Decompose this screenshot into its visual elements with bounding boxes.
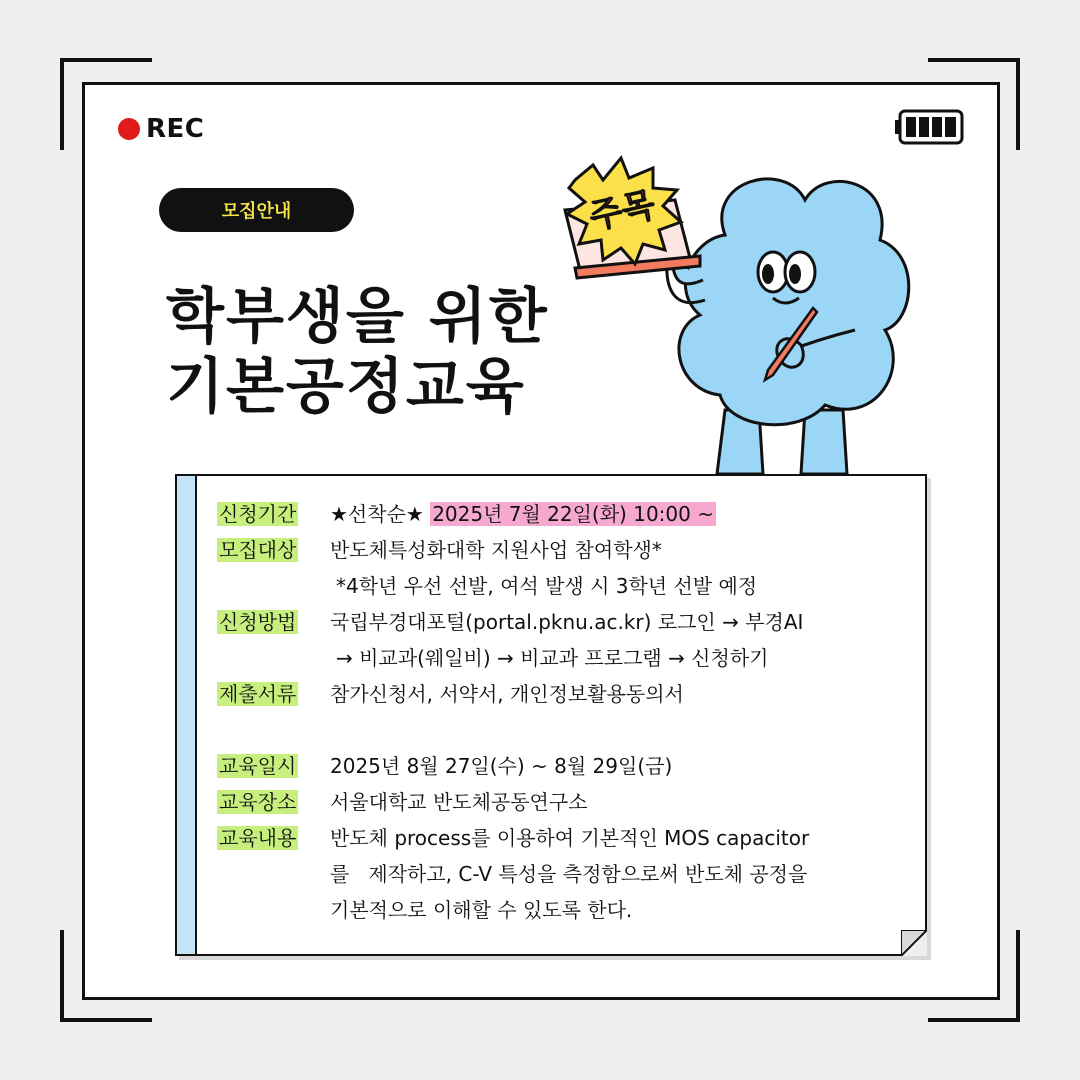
row-apply-period	[217, 496, 911, 532]
rec-label: REC	[146, 114, 205, 144]
label-method: 신청방법	[219, 610, 297, 634]
recruitment-badge: 모집안내	[159, 188, 354, 232]
schedule-value: 2025년 8월 27일(수) ~ 8월 29일(금)	[330, 754, 673, 778]
spacer	[217, 712, 911, 748]
info-card	[175, 474, 927, 956]
method-line-2: → 비교과(웨일비) → 비교과 프로그램 → 신청하기	[336, 646, 769, 670]
title-line-2: 기본공정교육	[166, 352, 526, 422]
target-note: *4학년 우선 선발, 여석 발생 시 3학년 선발 예정	[336, 574, 758, 598]
cloud-mascot-illustration	[555, 140, 915, 480]
label-documents: 제출서류	[219, 682, 297, 706]
target-value: 반도체특성화대학 지원사업 참여학생*	[330, 538, 662, 562]
info-list	[217, 496, 911, 928]
documents-value: 참가신청서, 서약서, 개인정보활용동의서	[330, 682, 684, 706]
title-line-1: 학부생을 위한	[166, 282, 549, 352]
content-line-2: 를 제작하고, C-V 특성을 측정함으로써 반도체 공정을	[330, 862, 808, 886]
row-method-cont	[217, 640, 911, 676]
row-method	[217, 604, 911, 640]
row-documents	[217, 676, 911, 712]
label-target: 모집대상	[219, 538, 297, 562]
page-fold-icon	[901, 930, 927, 956]
rec-indicator	[118, 114, 204, 144]
row-schedule	[217, 748, 911, 784]
label-location: 교육장소	[219, 790, 297, 814]
row-content-cont-1	[217, 856, 911, 892]
content-line-1: 반도체 process를 이용하여 기본적인 MOS capacitor	[330, 826, 810, 850]
location-value: 서울대학교 반도체공동연구소	[330, 790, 588, 814]
apply-period-prefix: ★선착순★	[330, 502, 424, 526]
row-target	[217, 532, 911, 568]
method-line-1: 국립부경대포털(portal.pknu.ac.kr) 로그인 → 부경AI	[330, 610, 804, 634]
page-title	[166, 282, 549, 422]
row-target-note	[217, 568, 911, 604]
content-line-3: 기본적으로 이해할 수 있도록 한다.	[330, 898, 633, 922]
apply-period-date: 2025년 7월 22일(화) 10:00 ~	[432, 502, 714, 526]
label-content: 교육내용	[219, 826, 297, 850]
card-stripe	[177, 476, 197, 954]
label-schedule: 교육일시	[219, 754, 297, 778]
label-apply-period: 신청기간	[219, 502, 297, 526]
record-dot-icon	[118, 118, 140, 140]
row-content-cont-2	[217, 892, 911, 928]
row-location	[217, 784, 911, 820]
row-content	[217, 820, 911, 856]
attention-sign-text: 주목	[585, 184, 659, 238]
